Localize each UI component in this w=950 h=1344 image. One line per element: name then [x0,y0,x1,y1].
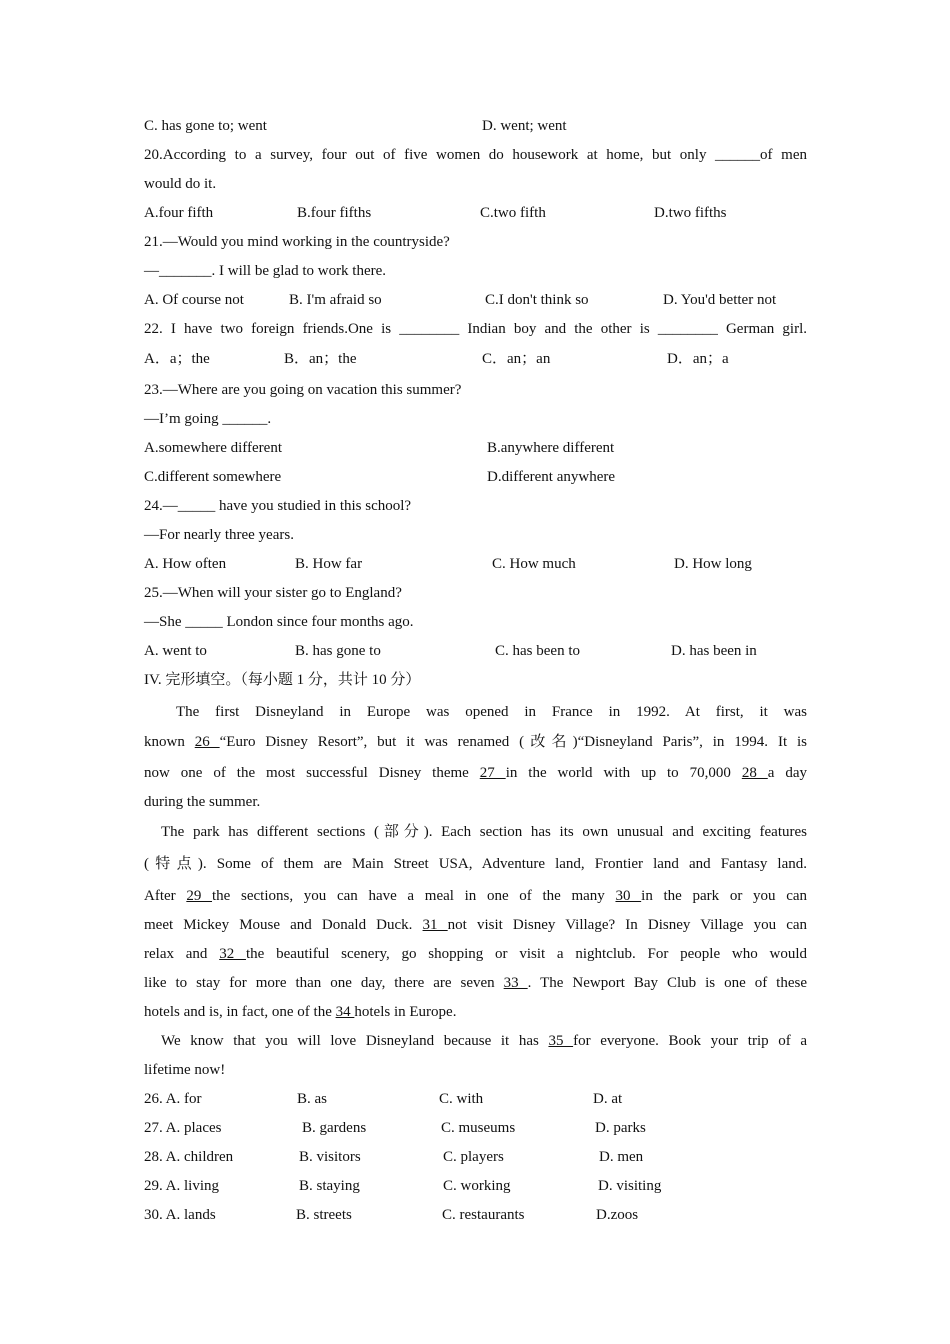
blank-35: 35 [548,1033,574,1049]
q21-option-a: A. Of course not [144,292,244,308]
passage-line: The park has different sections (部分). Each section has its own unusual and exciting features [161,824,807,840]
q20-option-d: D.two fifths [654,205,727,221]
cloze-option: B. gardens [302,1120,367,1136]
cloze-option: D. parks [595,1120,646,1136]
cloze-option: 26. A. for [144,1091,202,1107]
passage-text: like to stay for more than one day, there are seven [144,975,504,991]
q21-reply: —_______. I will be glad to work there. [144,263,387,279]
blank-28: 28 [741,765,768,781]
q21-option-b: B. I'm afraid so [289,292,382,308]
blank-32: 32 [219,946,246,962]
q22-option-d: D．an；a [667,351,729,367]
q23-reply: —I’m going ______. [144,411,272,427]
passage-text: We know that you will love Disneyland because it has [161,1033,549,1049]
passage-text: in the world with up to 70,000 [505,765,742,781]
q21-option-d: D. You'd better not [663,292,777,308]
cloze-option: C. with [439,1091,484,1107]
blank-27: 27 [479,765,506,781]
cloze-option: C. players [443,1149,504,1165]
passage-line [144,973,807,993]
q23-option-b: B.anywhere different [487,440,615,456]
passage-line [144,886,807,906]
passage-text: the beautiful scenery, go shopping or visit a nightclub. For people who would [245,946,808,962]
passage-text: hotels and is, in fact, one of the [144,1004,336,1020]
q20-option-a: A.four fifth [144,205,214,221]
passage-text: a day [767,765,807,781]
passage-line: The first Disneyland in Europe was opened in France in 1992. At first, it was [176,704,807,720]
q21-option-c: C.I don't think so [485,292,589,308]
q24-reply: —For nearly three years. [144,527,294,543]
blank-34: 34 [335,1004,355,1020]
q24-option-a: A. How often [144,556,227,572]
q20-stem-line1: 20.According to a survey, four out of five women do housework at home, but only ______of men [144,147,807,163]
passage-line: during the summer. [144,794,261,810]
cloze-option: 28. A. children [144,1149,234,1165]
passage-text: the sections, you can have a meal in one of the many [212,888,616,904]
q22-option-b: B．an；the [284,351,357,367]
passage-line [144,732,807,752]
passage-line [144,1002,807,1022]
q23-option-d: D.different anywhere [487,469,615,485]
passage-text: known [144,734,195,750]
q24-stem: 24.—_____ have you studied in this school? [144,498,412,514]
passage-text: in the park or you can [641,888,808,904]
cloze-option: B. visitors [299,1149,361,1165]
passage-text: After [144,888,187,904]
cloze-option: 29. A. living [144,1178,220,1194]
passage-text: hotels in Europe. [354,1004,457,1020]
passage-line: (特点). Some of them are Main Street USA, Adventure land, Frontier land and Fantasy land. [144,856,807,872]
cloze-option: D.zoos [596,1207,639,1223]
cloze-option: C. restaurants [442,1207,525,1223]
q20-option-c: C.two fifth [480,205,546,221]
q20-stem-line2: would do it. [144,176,217,192]
cloze-option: C. museums [441,1120,516,1136]
passage-line [144,915,807,935]
section-heading: IV. 完形填空。（每小题 1 分，共计 10 分） [144,672,421,688]
blank-30: 30 [615,888,642,904]
blank-31: 31 [422,917,448,933]
blank-33: 33 [503,975,528,991]
passage-line: lifetime now! [144,1062,226,1078]
q22-stem: 22. I have two foreign friends.One is ________ Indian boy and the other is ________ German girl. [144,321,807,337]
q25-stem: 25.—When will your sister go to England? [144,585,402,601]
q21-stem: 21.—Would you mind working in the countryside? [144,234,450,250]
cloze-option: B. staying [299,1178,360,1194]
blank-26: 26 [194,734,220,750]
passage-text: not visit Disney Village? In Disney Village you can [447,917,808,933]
cloze-option: C. working [443,1178,511,1194]
q19-option-d: D. went; went [482,118,567,134]
passage-text: “Euro Disney Resort”, but it was renamed (改名)“Disneyland Paris”, in 1994. It is [219,734,808,750]
q20-option-b: B.four fifths [297,205,372,221]
passage-line [161,1031,807,1051]
q24-option-d: D. How long [674,556,752,572]
q24-option-c: C. How much [492,556,576,572]
q19-option-c: C. has gone to; went [144,118,267,134]
passage-line [144,944,807,964]
passage-text: . The Newport Bay Club is one of these [527,975,807,991]
cloze-option: D. at [593,1091,623,1107]
cloze-option: D. men [599,1149,644,1165]
cloze-option: D. visiting [598,1178,662,1194]
q25-option-c: C. has been to [495,643,580,659]
passage-text: now one of the most successful Disney theme [144,765,480,781]
q25-option-d: D. has been in [671,643,757,659]
passage-text: meet Mickey Mouse and Donald Duck. [144,917,423,933]
q25-reply: —She _____ London since four months ago. [144,614,414,630]
q23-stem: 23.—Where are you going on vacation this summer? [144,382,462,398]
passage-text: relax and [144,946,220,962]
q23-option-a: A.somewhere different [144,440,283,456]
cloze-option: 27. A. places [144,1120,222,1136]
q25-option-a: A. went to [144,643,207,659]
passage-line [144,763,807,783]
q25-option-b: B. has gone to [295,643,381,659]
blank-29: 29 [186,888,213,904]
cloze-option: 30. A. lands [144,1207,216,1223]
passage-text: for everyone. Book your trip of a [573,1033,808,1049]
cloze-option: B. as [297,1091,327,1107]
q22-option-c: C．an；an [482,351,551,367]
q24-option-b: B. How far [295,556,363,572]
q23-option-c: C.different somewhere [144,469,282,485]
q22-option-a: A．a；the [144,351,210,367]
cloze-option: B. streets [296,1207,352,1223]
